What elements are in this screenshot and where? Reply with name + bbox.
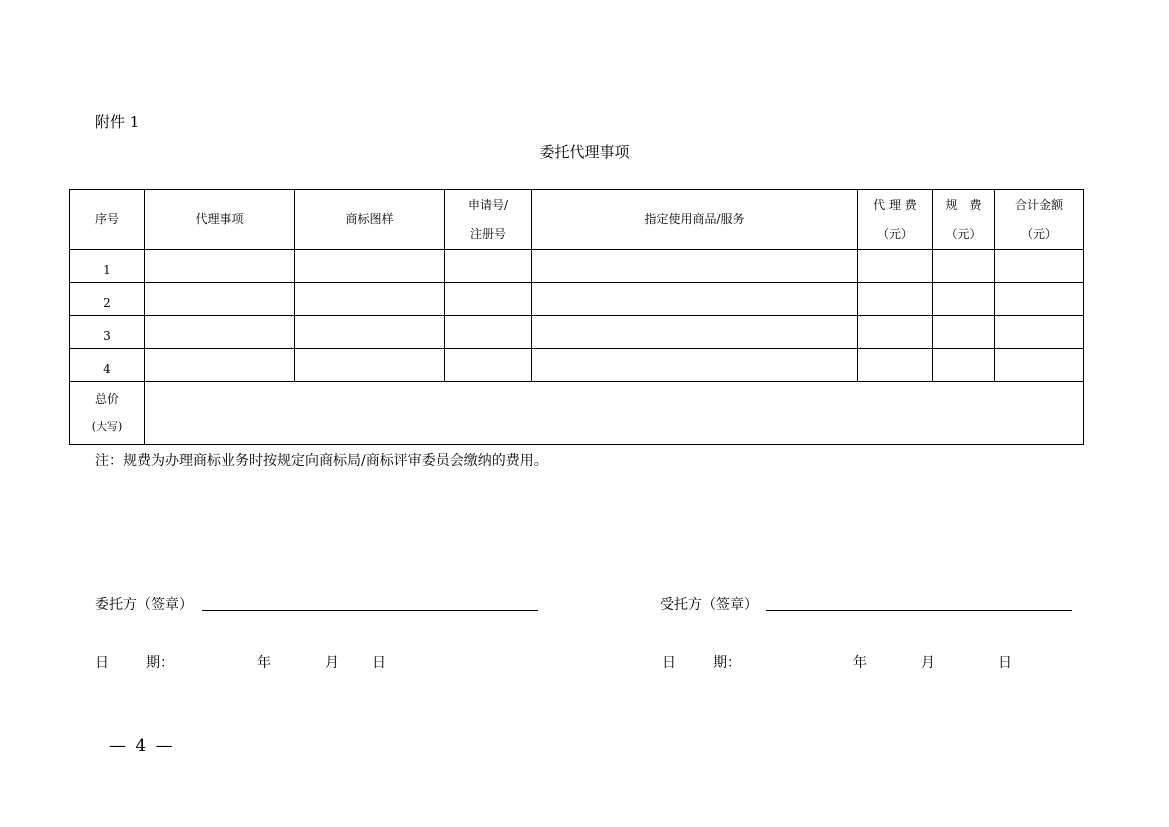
header-trademark-sample: 商标图样	[295, 190, 445, 250]
row-index: 3	[70, 316, 145, 349]
cell-agency-item[interactable]	[145, 250, 295, 283]
header-application-number-line1: 申请号/	[467, 197, 509, 212]
table-header-row	[70, 190, 1084, 250]
header-agency-fee-line1: 代 理 费	[873, 197, 917, 212]
header-total-amount-line2: （元）	[1020, 226, 1057, 241]
header-agency-fee-line2: （元）	[876, 226, 913, 241]
row-index: 2	[70, 283, 145, 316]
date-left-year: 年	[257, 655, 271, 671]
cell-goods-services[interactable]	[532, 250, 858, 283]
row-index: 1	[70, 250, 145, 283]
header-official-fee	[933, 190, 995, 250]
date-right-label-period: 期：	[713, 655, 741, 671]
cell-trademark-sample[interactable]	[295, 283, 445, 316]
date-right-year: 年	[853, 655, 867, 671]
header-total-amount-line1: 合计金额	[1014, 197, 1063, 212]
cell-official-fee[interactable]	[933, 349, 995, 382]
cell-application-number[interactable]	[445, 316, 532, 349]
table-row	[70, 349, 1084, 382]
date-left-month: 月	[325, 655, 339, 671]
total-row	[70, 382, 1084, 445]
cell-trademark-sample[interactable]	[295, 349, 445, 382]
cell-official-fee[interactable]	[933, 283, 995, 316]
cell-agency-fee[interactable]	[858, 316, 933, 349]
header-total-amount	[995, 190, 1084, 250]
cell-total-amount[interactable]	[995, 316, 1084, 349]
cell-total-amount[interactable]	[995, 250, 1084, 283]
table-row	[70, 316, 1084, 349]
cell-total-amount[interactable]	[995, 349, 1084, 382]
cell-goods-services[interactable]	[532, 349, 858, 382]
agency-items-table	[69, 189, 1084, 445]
agent-signature-label: 受托方（签章）	[660, 597, 758, 613]
total-amount-words-field[interactable]	[145, 382, 1084, 445]
header-application-number	[445, 190, 532, 250]
cell-agency-item[interactable]	[145, 349, 295, 382]
cell-official-fee[interactable]	[933, 316, 995, 349]
cell-application-number[interactable]	[445, 250, 532, 283]
header-official-fee-line2: （元）	[945, 226, 982, 241]
table-row	[70, 250, 1084, 283]
table-row	[70, 283, 1084, 316]
total-label: 总价	[94, 392, 119, 406]
cell-goods-services[interactable]	[532, 316, 858, 349]
attachment-label: 附件 1	[95, 113, 140, 131]
cell-total-amount[interactable]	[995, 283, 1084, 316]
principal-signature-line[interactable]	[202, 610, 538, 611]
header-agency-fee	[858, 190, 933, 250]
cell-official-fee[interactable]	[933, 250, 995, 283]
header-agency-item: 代理事项	[145, 190, 295, 250]
cell-goods-services[interactable]	[532, 283, 858, 316]
fee-note: 注：规费为办理商标业务时按规定向商标局/商标评审委员会缴纳的费用。	[95, 453, 548, 469]
date-left-day: 日	[372, 655, 386, 671]
cell-application-number[interactable]	[445, 349, 532, 382]
cell-agency-item[interactable]	[145, 283, 295, 316]
cell-application-number[interactable]	[445, 283, 532, 316]
cell-agency-fee[interactable]	[858, 250, 933, 283]
date-left-label-day: 日	[95, 655, 109, 671]
header-application-number-line2: 注册号	[469, 226, 506, 241]
header-index: 序号	[70, 190, 145, 250]
date-right-day: 日	[998, 655, 1012, 671]
row-index: 4	[70, 349, 145, 382]
cell-trademark-sample[interactable]	[295, 250, 445, 283]
total-label-cell	[70, 382, 145, 445]
date-right-month: 月	[921, 655, 935, 671]
date-right-label-day: 日	[662, 655, 676, 671]
cell-trademark-sample[interactable]	[295, 316, 445, 349]
principal-signature-label: 委托方（签章）	[95, 597, 193, 613]
agent-signature-line[interactable]	[766, 610, 1072, 611]
page-number: — 4 —	[109, 736, 175, 756]
cell-agency-fee[interactable]	[858, 283, 933, 316]
cell-agency-fee[interactable]	[858, 349, 933, 382]
page-title: 委托代理事项	[539, 143, 630, 161]
cell-agency-item[interactable]	[145, 316, 295, 349]
header-goods-services: 指定使用商品/服务	[532, 190, 858, 250]
total-sub-label: (大写)	[91, 420, 123, 433]
header-official-fee-line1: 规 费	[945, 197, 982, 212]
date-left-label-period: 期：	[146, 655, 174, 671]
